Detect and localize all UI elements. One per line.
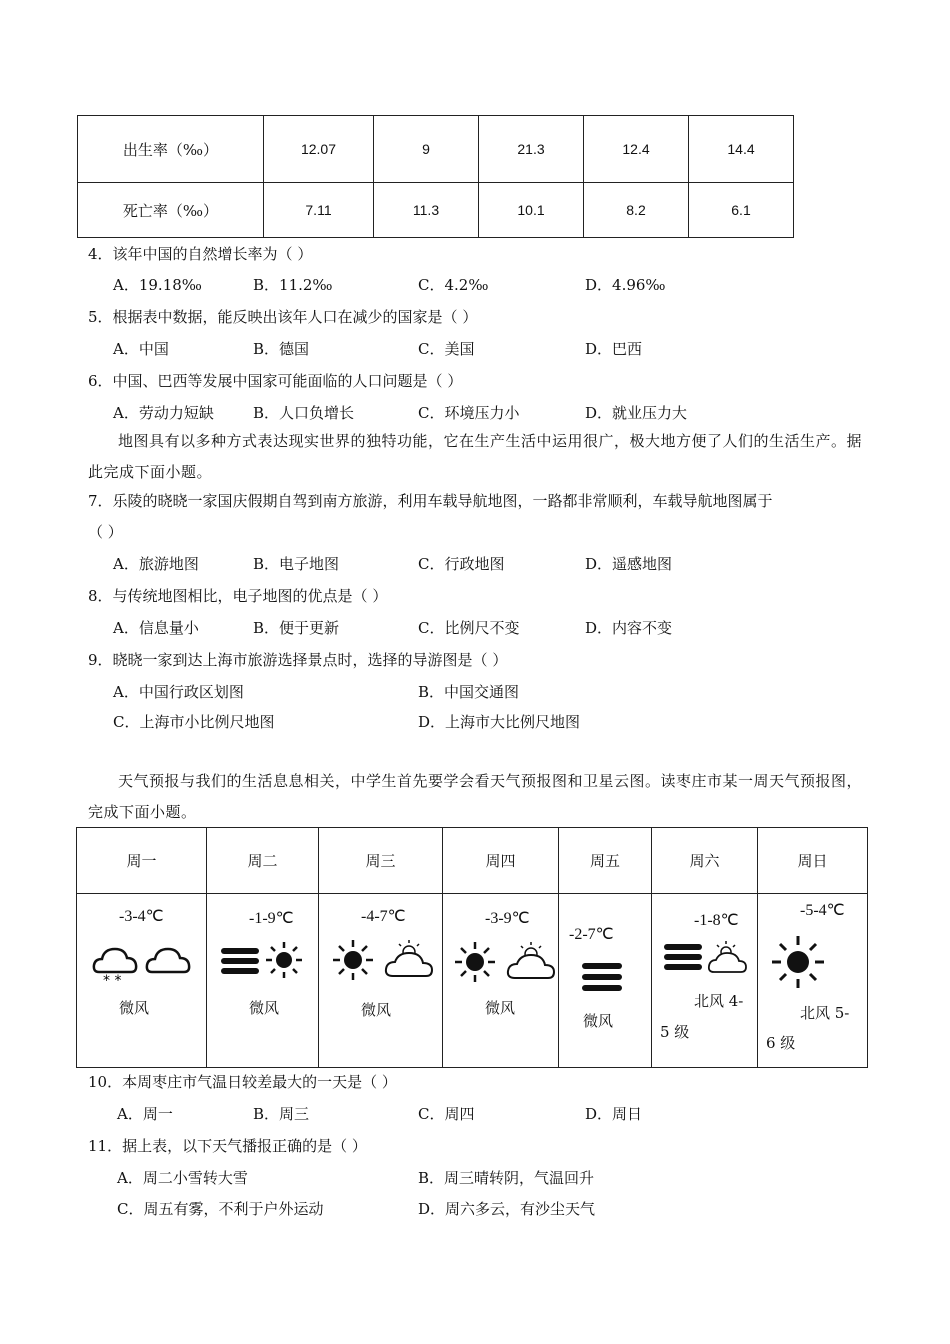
weekday-header-row [77,828,868,894]
temperature-range: -3-4℃ [119,908,164,925]
q10-option-a[interactable]: A．周一 [117,1105,173,1123]
wind-label: 北风 5- [800,1004,850,1022]
q6-option-a[interactable]: A．劳动力短缺 [113,404,214,422]
temperature-range: -5-4℃ [800,902,845,919]
q10-option-c[interactable]: C．周四 [418,1105,475,1123]
wind-label-line2: 5 级 [660,1023,690,1041]
q11-option-a[interactable]: A．周二小雪转大雪 [117,1169,248,1187]
q8-option-c[interactable]: C．比例尺不变 [418,619,520,637]
q8-option-b[interactable]: B．便于更新 [253,619,340,637]
q6-option-d[interactable]: D．就业压力大 [585,404,688,422]
weather-cell-mon [77,894,207,1068]
svg-text:* *: * * [103,973,122,986]
weather-cell-sun [758,894,868,1068]
question-10-stem: 10．本周枣庄市气温日较差最大的一天是（ ） [88,1073,397,1091]
question-6-stem: 6．中国、巴西等发展中国家可能面临的人口问题是（ ） [88,372,463,390]
map-intro-text: 地图具有以多种方式表达现实世界的独特功能，它在生产生活中运用很广，极大地方便了人们的生活生产。据此完成下面小题。 [88,432,863,481]
birth-rate-cell: 21.3 [479,116,584,183]
weather-cell-thu [443,894,559,1068]
death-rate-cell: 11.3 [374,183,479,238]
day-header: 周日 [758,828,868,894]
birth-rate-cell: 9 [374,116,479,183]
temperature-range: -1-9℃ [249,910,294,927]
question-4-stem: 4．该年中国的自然增长率为（ ） [88,245,313,263]
question-7-stem: 7．乐陵的晓晓一家国庆假期自驾到南方旅游，利用车载导航地图，一路都非常顺利，车载导航地图属于 [88,492,773,510]
weather-cell-wed [319,894,443,1068]
wind-label: 微风 [583,1012,614,1030]
weather-cell-tue [207,894,319,1068]
q10-option-d[interactable]: D．周日 [585,1105,643,1123]
death-rate-cell: 10.1 [479,183,584,238]
day-header: 周一 [77,828,207,894]
birth-death-rate-table [77,115,794,238]
q9-option-b[interactable]: B．中国交通图 [418,683,520,701]
q9-option-d[interactable]: D．上海市大比例尺地图 [418,713,581,731]
birth-rate-label: 出生率（‰） [78,116,264,183]
snow-cloud-icon [91,942,197,986]
temperature-range: -2-7℃ [569,926,614,943]
day-header: 周二 [207,828,319,894]
q8-option-d[interactable]: D．内容不变 [585,619,673,637]
wind-label-line2: 6 级 [766,1034,796,1052]
birth-rate-cell: 12.07 [264,116,374,183]
day-header: 周五 [559,828,652,894]
question-11-stem: 11．据上表，以下天气播报正确的是（ ） [88,1137,367,1155]
weather-detail-row [77,894,868,1068]
birth-rate-cell: 14.4 [689,116,794,183]
q8-option-a[interactable]: A．信息量小 [113,619,199,637]
map-intro-paragraph [88,426,863,488]
q11-option-d[interactable]: D．周六多云，有沙尘天气 [418,1200,596,1218]
q4-option-c[interactable]: C．4.2‰ [418,276,489,294]
sun-partly-cloudy-icon [329,936,439,982]
q9-option-a[interactable]: A．中国行政区划图 [113,683,244,701]
q4-option-a[interactable]: A．19.18‰ [113,276,202,294]
day-header: 周三 [319,828,443,894]
q4-option-b[interactable]: B．11.2‰ [253,276,333,294]
weather-intro-text: 天气预报与我们的生活息息相关，中学生首先要学会看天气预报图和卫星云图。读枣庄市某一周天气预报图，完成下面小题。 [88,772,863,821]
birth-rate-row [78,116,794,183]
wind-label: 微风 [485,999,516,1017]
q7-option-d[interactable]: D．遥感地图 [585,555,673,573]
question-5-stem: 5．根据表中数据，能反映出该年人口在减少的国家是（ ） [88,308,478,326]
day-header: 周六 [652,828,758,894]
death-rate-cell: 7.11 [264,183,374,238]
fog-icon [581,960,625,996]
wind-label: 微风 [119,999,150,1017]
day-header: 周四 [443,828,559,894]
q5-option-b[interactable]: B．德国 [253,340,310,358]
weather-intro-paragraph [88,766,863,828]
death-rate-cell: 8.2 [584,183,689,238]
q6-option-c[interactable]: C．环境压力小 [418,404,520,422]
temperature-range: -1-8℃ [694,912,739,929]
question-7-stem-line2: （ ） [88,523,123,541]
birth-rate-cell: 12.4 [584,116,689,183]
wind-label: 微风 [249,999,280,1017]
q7-option-c[interactable]: C．行政地图 [418,555,505,573]
question-9-stem: 9．晓晓一家到达上海市旅游选择景点时，选择的导游图是（ ） [88,651,508,669]
q5-option-a[interactable]: A．中国 [113,340,169,358]
q9-option-c[interactable]: C．上海市小比例尺地图 [113,713,275,731]
temperature-range: -3-9℃ [485,910,530,927]
question-8-stem: 8．与传统地图相比，电子地图的优点是（ ） [88,587,388,605]
weather-forecast-table [76,827,868,1068]
temperature-range: -4-7℃ [361,908,406,925]
q11-option-b[interactable]: B．周三晴转阴，气温回升 [418,1169,595,1187]
q4-option-d[interactable]: D．4.96‰ [585,276,666,294]
wind-label: 北风 4- [694,992,744,1010]
death-rate-label: 死亡率（‰） [78,183,264,238]
q11-option-c[interactable]: C．周五有雾，不利于户外运动 [117,1200,324,1218]
sun-icon [768,932,828,992]
fog-sun-icon [219,940,309,982]
death-rate-row [78,183,794,238]
q7-option-a[interactable]: A．旅游地图 [113,555,199,573]
weather-cell-fri [559,894,652,1068]
q5-option-d[interactable]: D．巴西 [585,340,643,358]
death-rate-cell: 6.1 [689,183,794,238]
wind-label: 微风 [361,1001,392,1019]
fog-partly-cloudy-icon [662,938,752,978]
q6-option-b[interactable]: B．人口负增长 [253,404,355,422]
q5-option-c[interactable]: C．美国 [418,340,475,358]
q10-option-b[interactable]: B．周三 [253,1105,310,1123]
sun-partly-cloudy-icon [451,938,561,984]
weather-cell-sat [652,894,758,1068]
q7-option-b[interactable]: B．电子地图 [253,555,340,573]
